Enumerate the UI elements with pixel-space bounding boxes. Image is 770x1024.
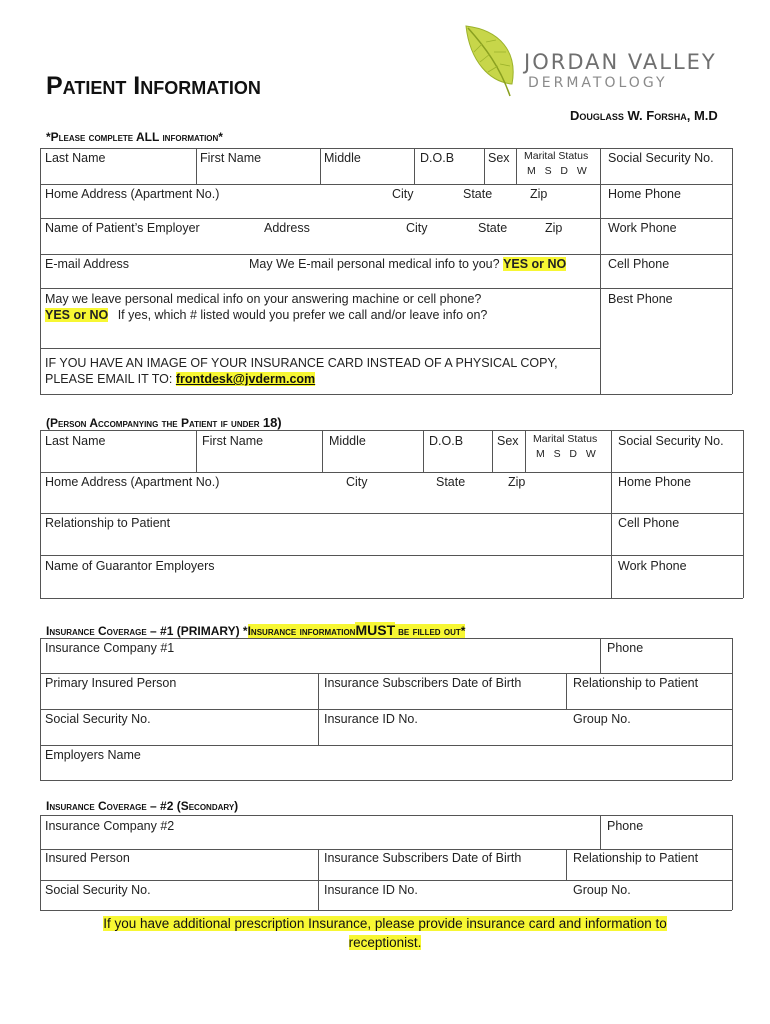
insurance2-phone-field[interactable]: Phone — [607, 819, 644, 833]
employer-city-field[interactable]: City — [406, 221, 428, 235]
dob-field[interactable]: D.O.B — [420, 151, 455, 165]
insurance1-relationship-field[interactable]: Relationship to Patient — [573, 676, 699, 690]
guardian-home-address-field[interactable]: Home Address (Apartment No.) — [45, 475, 220, 489]
marital-status-options[interactable]: M S D W — [527, 165, 588, 177]
insurance2-relationship-field[interactable]: Relationship to Patient — [573, 851, 699, 865]
machine-question: May we leave personal medical info on your answering machine or cell phone? — [45, 292, 482, 306]
insurance1-phone-field[interactable]: Phone — [607, 641, 644, 655]
ssn-field[interactable]: Social Security No. — [608, 151, 714, 165]
guardian-relationship-field[interactable]: Relationship to Patient — [45, 516, 171, 530]
guardian-marital-status-label: Marital Status — [533, 433, 598, 445]
guarantor-employer-field[interactable]: Name of Guarantor Employers — [45, 559, 215, 573]
page-title: Patient Information — [46, 72, 261, 100]
state-field[interactable]: State — [463, 187, 493, 201]
guardian-home-phone-field[interactable]: Home Phone — [618, 475, 691, 489]
insurance1-id-field[interactable]: Insurance ID No. — [324, 712, 418, 726]
insurance2-ssn-field[interactable]: Social Security No. — [45, 883, 151, 897]
insurance1-group-field[interactable]: Group No. — [573, 712, 631, 726]
employer-field[interactable]: Name of Patient’s Employer — [45, 221, 200, 235]
guardian-last-name-field[interactable]: Last Name — [45, 434, 106, 448]
best-phone-field[interactable]: Best Phone — [608, 292, 673, 306]
insurance2-insured-field[interactable]: Insured Person — [45, 851, 130, 865]
insurance-card-note: IF YOU HAVE AN IMAGE OF YOUR INSURANCE CARD INSTEAD OF A PHYSICAL COPY, — [45, 356, 558, 370]
guardian-work-phone-field[interactable]: Work Phone — [618, 559, 687, 573]
employer-state-field[interactable]: State — [478, 221, 508, 235]
guardian-heading: (Person Accompanying the Patient if under 18) — [46, 415, 282, 430]
machine-yes-no[interactable]: YES or NO — [45, 308, 109, 322]
guardian-dob-field[interactable]: D.O.B — [429, 434, 464, 448]
last-name-field[interactable]: Last Name — [45, 151, 106, 165]
insurance1-insured-field[interactable]: Primary Insured Person — [45, 676, 177, 690]
footer-line1: If you have additional prescription Insurance, please provide insurance card and information to — [103, 916, 667, 931]
doctor-name: Douglass W. Forsha, M.D — [570, 108, 718, 123]
employer-address-field[interactable]: Address — [264, 221, 310, 235]
employer-zip-field[interactable]: Zip — [545, 221, 563, 235]
insurance2-heading: Insurance Coverage – #2 (Secondary) — [46, 799, 239, 813]
insurance2-subscriber-dob-field[interactable]: Insurance Subscribers Date of Birth — [324, 851, 522, 865]
footer-line2: receptionist. — [348, 935, 422, 950]
footer-note — [0, 914, 770, 952]
zip-field[interactable]: Zip — [530, 187, 548, 201]
guardian-city-field[interactable]: City — [346, 475, 368, 489]
leaf-logo-icon — [460, 22, 520, 102]
machine-question-line2 — [45, 308, 487, 322]
insurance1-ssn-field[interactable]: Social Security No. — [45, 712, 151, 726]
insurance2-id-field[interactable]: Insurance ID No. — [324, 883, 418, 897]
guardian-first-name-field[interactable]: First Name — [202, 434, 264, 448]
middle-name-field[interactable]: Middle — [324, 151, 361, 165]
guardian-middle-field[interactable]: Middle — [329, 434, 366, 448]
insurance1-heading: Insurance Coverage – #1 (PRIMARY) *Insurance informationMUST be filled out* — [46, 622, 466, 638]
first-name-field[interactable]: First Name — [200, 151, 262, 165]
guardian-state-field[interactable]: State — [436, 475, 466, 489]
insurance1-company-field[interactable]: Insurance Company #1 — [45, 641, 175, 655]
preferred-number-question: If yes, which # listed would you prefer we call and/or leave info on? — [117, 308, 488, 322]
email-consent-text: May We E-mail personal medical info to you? — [249, 257, 500, 271]
insurance1-subscriber-dob-field[interactable]: Insurance Subscribers Date of Birth — [324, 676, 522, 690]
guardian-zip-field[interactable]: Zip — [508, 475, 526, 489]
practice-logo — [460, 22, 730, 102]
email-link[interactable]: frontdesk@jvderm.com — [175, 372, 316, 386]
work-phone-field[interactable]: Work Phone — [608, 221, 677, 235]
sex-field[interactable]: Sex — [488, 151, 510, 165]
guardian-sex-field[interactable]: Sex — [497, 434, 519, 448]
home-phone-field[interactable]: Home Phone — [608, 187, 681, 201]
guardian-ssn-field[interactable]: Social Security No. — [618, 434, 724, 448]
logo-line2: DERMATOLOGY — [528, 75, 668, 91]
logo-line1: JORDAN VALLEY — [524, 50, 717, 74]
email-consent-question — [249, 257, 566, 271]
email-consent-yes-no[interactable]: YES or NO — [503, 257, 567, 271]
email-field[interactable]: E-mail Address — [45, 257, 130, 271]
home-address-field[interactable]: Home Address (Apartment No.) — [45, 187, 220, 201]
city-field[interactable]: City — [392, 187, 414, 201]
marital-status-label: Marital Status — [524, 150, 589, 162]
guardian-marital-options[interactable]: M S D W — [536, 448, 597, 460]
insurance-card-note-line2 — [45, 372, 315, 386]
insurance-card-email-label: PLEASE EMAIL IT TO: — [45, 372, 173, 386]
insurance1-employer-field[interactable]: Employers Name — [45, 748, 141, 762]
insurance2-group-field[interactable]: Group No. — [573, 883, 631, 897]
insurance2-company-field[interactable]: Insurance Company #2 — [45, 819, 175, 833]
instruction-text: *Please complete ALL information* — [46, 130, 223, 144]
guardian-cell-phone-field[interactable]: Cell Phone — [618, 516, 680, 530]
cell-phone-field[interactable]: Cell Phone — [608, 257, 670, 271]
